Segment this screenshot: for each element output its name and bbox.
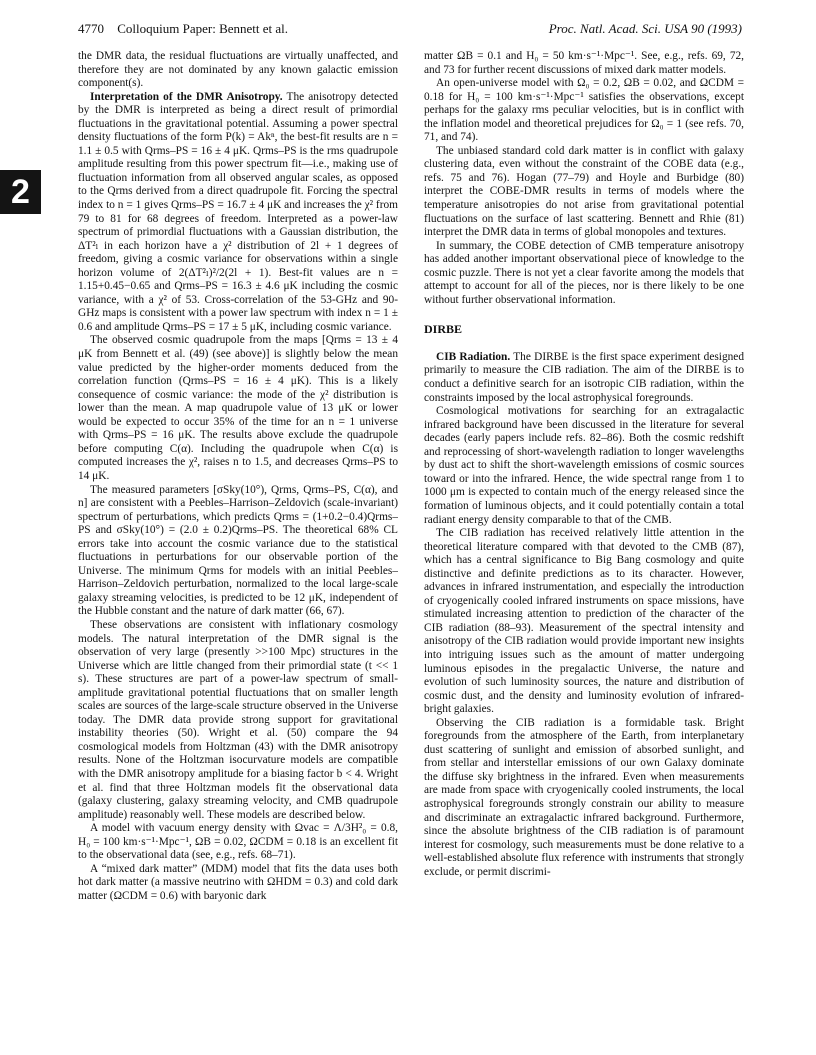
run-in-heading: CIB Radiation. bbox=[436, 350, 511, 363]
paragraph: the DMR data, the residual fluctuations are virtually unaffected, and therefore they are not dominated by any known galactic emission component(s). bbox=[78, 50, 398, 90]
paragraph: The unbiased standard cold dark matter is in conflict with galaxy clustering data, even without the constraint of the COBE data (e.g., refs. 75 and 76). Hogan (77–79) and Hoyle and Burbidge (80) interpret the COBE-DMR results in terms of models where the temperature anisotropies do not arise from gravitational potential fluctuations on the surface of last scattering. Bennett and Rhie (81) interpret the DMR data in terms of global monopoles and textures. bbox=[424, 144, 744, 239]
section-heading: DIRBE bbox=[424, 322, 463, 337]
paragraph: The CIB radiation has received relatively little attention in the theoretical literature compared with that devoted to the CMB (87), which has a central significance to Big Bang cosmology and quite distinctive and definite predictions as to its character. However, advances in infrared instrumentation, and especially the introduction of cryogenically cooled infrared instruments on space missions, have stimulated increasing attention to prediction of the character of the CIB radiation (88–93). Measurement of the spectral intensity and anisotropy of the CIB radiation would provide important new insights into intriguing issues such as the amount of matter undergoing luminous episodes in the pregalactic Universe, the nature and evolution of such luminosity sources, the nature and distribution of cosmic dust, and the density and luminosity evolution of infrared-bright galaxies. bbox=[424, 527, 744, 716]
paragraph: The measured parameters [σSky(10°), Qrms, Qrms–PS, C(α), and n] are consistent with a Peebles–Harrison–Zeldovich (scale-invariant) spectrum of perturbations, which predicts Qrms = (1+0.2−0.4)Qrms–PS and σSky(10°) = (2.0 ± 0.2)Qrms–PS. The theoretical 68% CL errors take into account the cosmic variance due to the statistical fluctuations in perturbations for our observable portion of the Universe. The minimum Qrms for models with an initial Peebles–Harrison–Zeldovich perturbation, normalized to the local large-scale galaxy streaming velocities, is predicted to be 12 μK, independent of the Hubble constant and the nature of dark matter (66, 67). bbox=[78, 483, 398, 618]
paragraph: Observing the CIB radiation is a formidable task. Bright foregrounds from the atmosphere of the Earth, from interplanetary dust scattering of sunlight and emission of absorbed sunlight, and from stellar and interstellar emissions of our own Galaxy dominate the diffuse sky brightness in the infrared. Even when measurements are made from space with cryogenically cooled instruments, the local astrophysical foregrounds strongly constrain our ability to measure and discriminate an extragalactic infrared background. Furthermore, since the absolute brightness of the CIB radiation is of paramount interest for cosmology, such measurements must be done relative to a well-established absolute flux reference with instruments that strongly exclude, or permit discrimi- bbox=[424, 716, 744, 878]
paragraph: An open-universe model with Ω₀ = 0.2, ΩB = 0.02, and ΩCDM = 0.18 for H₀ = 100 km·s⁻¹·Mpc⁻¹ satisfies the observations, except perhaps for the galaxy rms peculiar velocities, but is in conflict with the inflation model and theoretical prejudices for Ω₀ = 1 (see refs. 70, 71, and 74). bbox=[424, 77, 744, 144]
running-title: Colloquium Paper: Bennett et al. bbox=[117, 21, 289, 36]
paragraph: These observations are consistent with inflationary cosmology models. The natural interpretation of the DMR signal is the observation of very large (presently >>100 Mpc) structures in the Universe which are little changed from their primordial state (t << 1 s). These structures are part of a power-law spectrum of small-amplitude gravitational potential fluctuations that on smaller length scales are sources of the large-scale structure observed in the Universe today. The DMR data provide strong support for gravitational instability theories (50). Wright et al. (50) compare the 94 cosmological models from Holtzman (43) with the DMR anisotropy results. None of the Holtzman isocurvature models are compatible with the DMR anisotropy amplitude for a biasing factor b < 4. Wright et al. find that three Holtzman models fit the observational data (galaxy clustering, galaxy streaming velocity, and CMB quadrupole amplitude) reasonably well. These models are described below. bbox=[78, 618, 398, 821]
left-column bbox=[78, 50, 398, 1040]
paragraph bbox=[78, 91, 398, 335]
paragraph: A “mixed dark matter” (MDM) model that fits the data uses both hot dark matter (a massive neutrino with ΩHDM = 0.3) and cold dark matter (ΩCDM = 0.6) with baryonic dark bbox=[78, 862, 398, 902]
header-left bbox=[78, 21, 288, 37]
running-header bbox=[78, 21, 742, 37]
paragraph-body: The anisotropy detected by the DMR is interpreted as being a direct result of primordial fluctuations in the gravitational potential. Assuming a power spectral density fluctuations of the form P(k) = Akⁿ, the best-fit results are n = 1.1 ± 0.5 with Qrms–PS = 16 ± 4 μK. Qrms–PS is the rms quadrupole amplitude resulting from this power spectrum fit—i.e., making use of fluctuation information from all observed angular scales, as opposed to the Qrms derived from a direct quadrupole fit. Forcing the spectral index to n = 1 gives Qrms–PS = 16.7 ± 4 μK and increases the χ² from 79 to 81 for 68 degrees of freedom. Interpreted as a power-law spectrum of primordial fluctuations with a Gaussian distribution, the ΔT²ₗ in each horizon have a χ² distribution of 2l + 1 degrees of freedom, giving a cosmic variance for observations within a single horizon volume of 2(ΔT²ₗ)²/2(2l + 1). Best-fit values are n = 1.15+0.45−0.65 and Qrms–PS = 16.3 ± 4.6 μK including the cosmic variance, with a χ² of 53. Cross-correlation of the 53-GHz and 90-GHz maps is consistent with a power law spectrum with index n = 1 ± 0.6 and amplitude Qrms–PS = 17 ± 5 μK, including cosmic variance. bbox=[78, 90, 398, 333]
paragraph: matter ΩB = 0.1 and H₀ = 50 km·s⁻¹·Mpc⁻¹. See, e.g., refs. 69, 72, and 73 for further recent discussions of mixed dark matter models. bbox=[424, 50, 744, 76]
paragraph: Cosmological motivations for searching for an extragalactic infrared background have been discussed in the literature for several decades (early papers include refs. 82–86). Both the cosmic redshift and reprocessing of short-wavelength radiation to longer wavelengths by dust act to shift the short-wavelength emissions of cosmic sources toward or into the infrared. Hence, the wide spectral range from 1 to 1000 μm is expected to contain much of the energy released since the formation of luminous objects, and it could potentially contain a total radiant energy density comparable to that of the CMB. bbox=[424, 405, 744, 526]
section-tab-marker: 2 bbox=[0, 170, 41, 214]
paragraph bbox=[424, 351, 744, 405]
paragraph-body: The DIRBE is the first space experiment designed primarily to measure the CIB radiation. The aim of the DIRBE is to conduct a definitive search for an isotropic CIB radiation, within the constraints imposed by the local astrophysical foregrounds. bbox=[424, 350, 744, 404]
journal-reference: Proc. Natl. Acad. Sci. USA 90 (1993) bbox=[548, 21, 742, 36]
run-in-heading: Interpretation of the DMR Anisotropy. bbox=[90, 90, 283, 103]
page-number: 4770 bbox=[78, 21, 104, 36]
paragraph: A model with vacuum energy density with Ωvac = Λ/3H²₀ = 0.8, H₀ = 100 km·s⁻¹·Mpc⁻¹, ΩB = 0.02, ΩCDM = 0.18 is an excellent fit to the observational data (see, e.g., refs. 68–71). bbox=[78, 822, 398, 862]
paragraph: The observed cosmic quadrupole from the maps [Qrms = 13 ± 4 μK from Bennett et al. (49) (see above)] is slightly below the mean value predicted by the higher-order moments deduced from the correlation function (Qrms–PS = 16 ± 4 μK). This is a likely consequence of cosmic variance: the mode of the χ² distribution is lower than the mean. A map quadrupole value of 13 μK or lower would be expected to occur 35% of the time for an n = 1 universe with Qrms–PS = 16 μK. The results above exclude the quadrupole before computing C(α). Including the quadrupole when C(α) is computed increases the χ², raises n to 1.5, and decreases Qrms–PS to 14 μK. bbox=[78, 334, 398, 482]
right-column bbox=[424, 50, 744, 1040]
paragraph: In summary, the COBE detection of CMB temperature anisotropy has added another important observational piece of knowledge to the cosmic puzzle. There is not yet a clear favorite among the models that attempt to account for all of the pieces, nor is there likely to be one without further observational information. bbox=[424, 239, 744, 306]
